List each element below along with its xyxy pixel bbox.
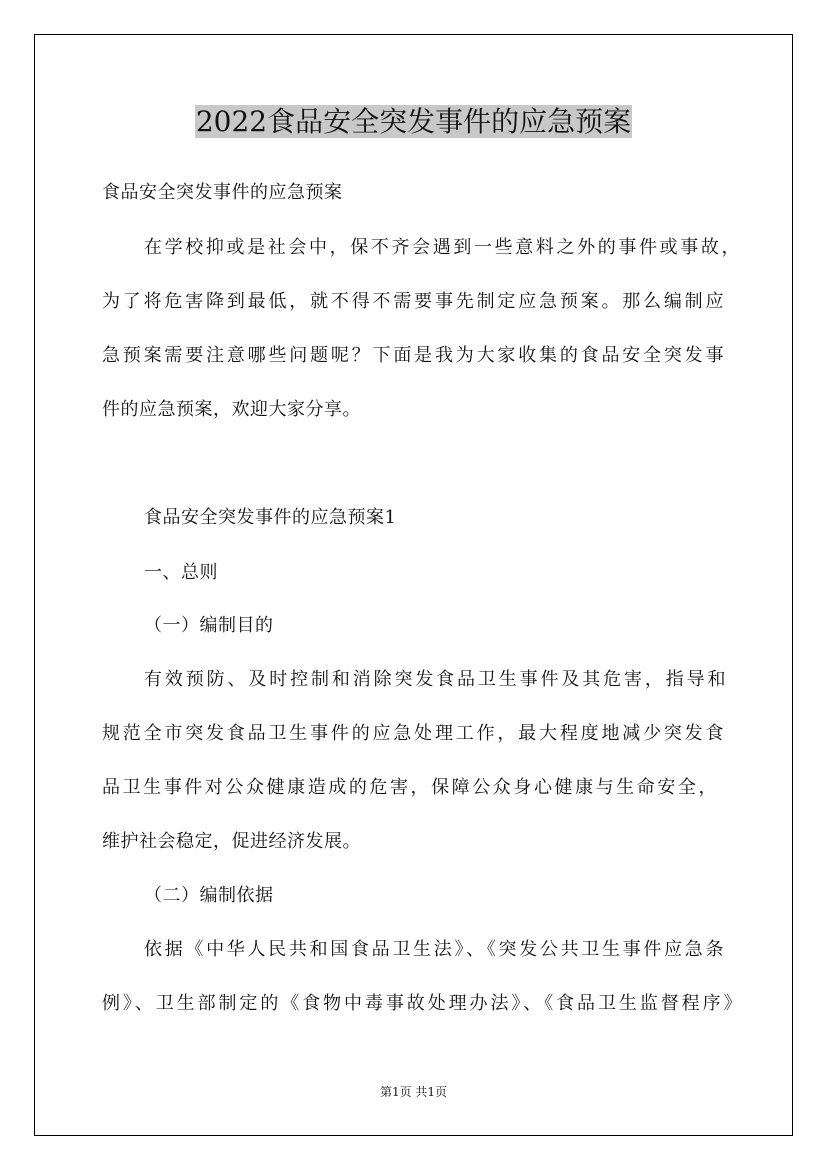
basis-line: 例》、卫生部制定的《食物中毒事故处理办法》、《食品卫生监督程序》 [102, 993, 742, 1014]
intro-line: 为了将危害降到最低，就不得不需要事先制定应急预案。那么编制应 [102, 291, 724, 312]
document-title [0, 100, 827, 144]
document-subtitle: 食品安全突发事件的应急预案 [102, 182, 343, 203]
purpose-line: 维护社会稳定，促进经济发展。 [102, 831, 361, 852]
purpose-line: 品卫生事件对公众健康造成的危害，保障公众身心健康与生命安全， [102, 777, 717, 798]
intro-line: 件的应急预案，欢迎大家分享。 [102, 399, 361, 420]
purpose-line: 规范全市突发食品卫生事件的应急处理工作，最大程度地减少突发食 [102, 723, 724, 744]
page-indicator: 第1页 共1页 [379, 1085, 448, 1099]
basis-heading: （二）编制依据 [144, 885, 274, 906]
section-title: 食品安全突发事件的应急预案1 [144, 507, 397, 528]
purpose-heading: （一）编制目的 [144, 615, 274, 636]
chapter-heading: 一、总则 [144, 562, 218, 583]
purpose-line: 有效预防、及时控制和消除突发食品卫生事件及其危害，指导和 [144, 669, 726, 690]
basis-line: 依据《中华人民共和国食品卫生法》、《突发公共卫生事件应急条 [144, 939, 724, 960]
intro-line: 在学校抑或是社会中，保不齐会遇到一些意料之外的事件或事故， [144, 237, 740, 258]
document-title-text: 2022食品安全突发事件的应急预案 [195, 105, 632, 138]
intro-line: 急预案需要注意哪些问题呢？下面是我为大家收集的食品安全突发事 [102, 345, 724, 366]
